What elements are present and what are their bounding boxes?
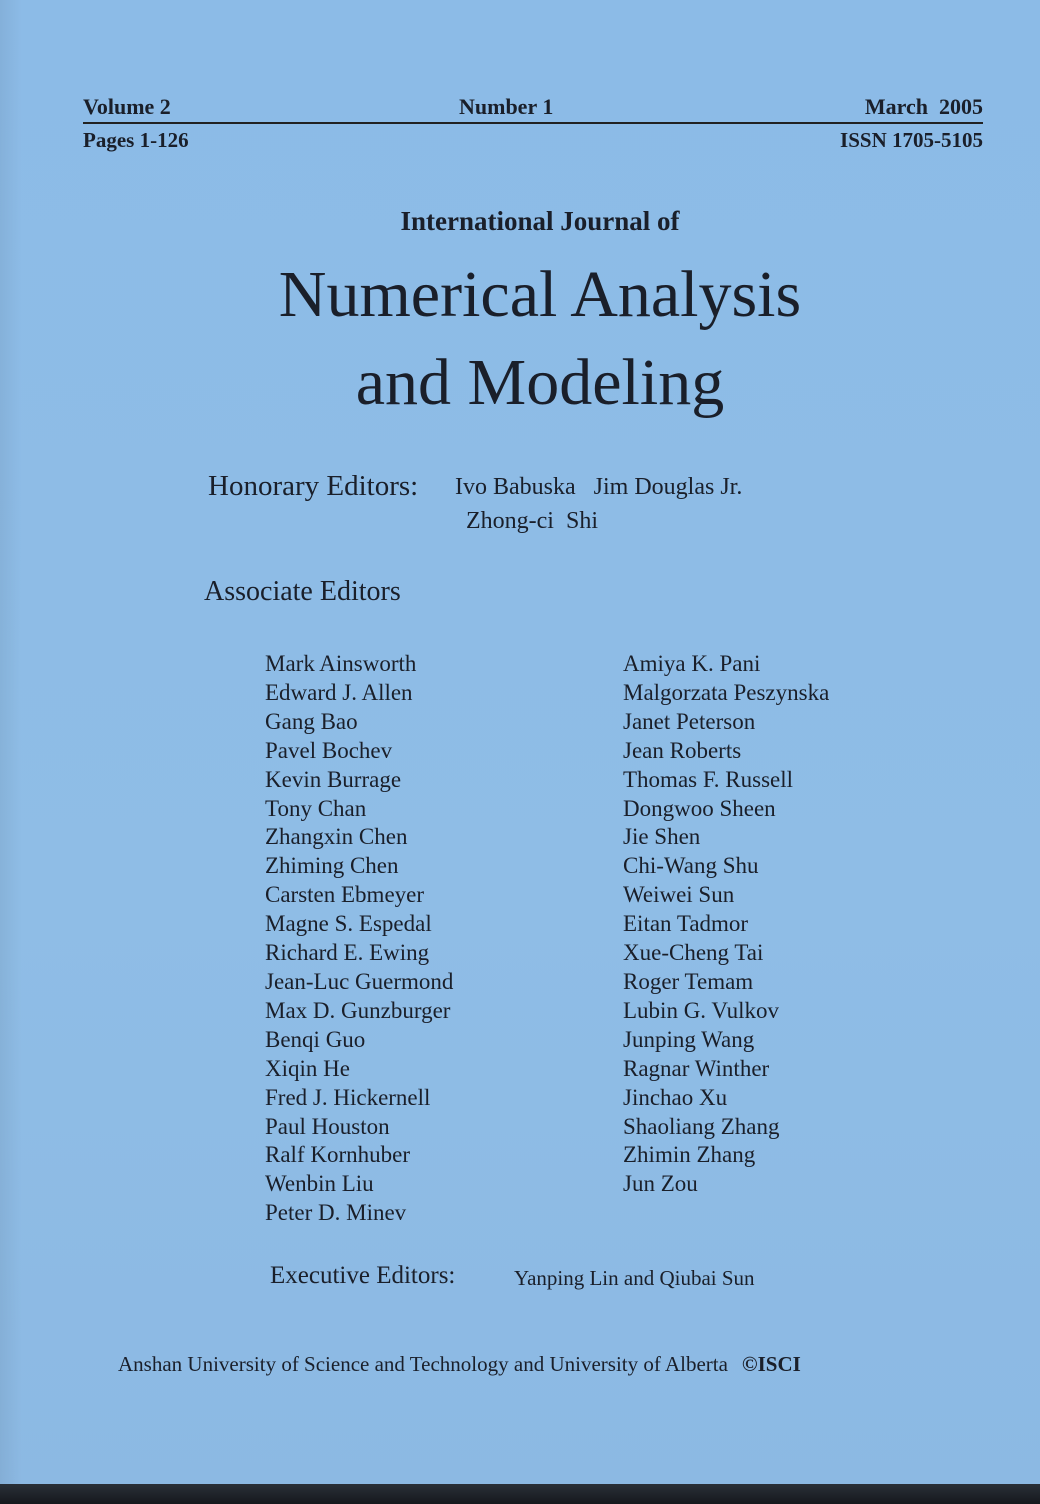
editor-name: Thomas F. Russell bbox=[623, 766, 794, 792]
volume-label: Volume 2 bbox=[83, 94, 171, 119]
editor-name: Chi-Wang Shu bbox=[623, 853, 759, 879]
editor-name: Janet Peterson bbox=[623, 708, 756, 734]
editor-name: Benqi Guo bbox=[265, 1026, 366, 1052]
editor-name: Zhangxin Chen bbox=[265, 824, 408, 850]
editor-name: Ragnar Winther bbox=[623, 1055, 770, 1081]
editor-name: Carsten Ebmeyer bbox=[265, 882, 425, 908]
cover-bottom-edge bbox=[0, 1484, 1040, 1504]
editor-name: Shaoliang Zhang bbox=[623, 1113, 780, 1139]
honorary-editors-names-1: Ivo Babuska Jim Douglas Jr. bbox=[455, 474, 743, 500]
copyright-mark: ©ISCI bbox=[741, 1352, 801, 1376]
associate-editors-right-column bbox=[623, 650, 829, 1199]
editor-name: Dongwoo Sheen bbox=[623, 795, 776, 821]
editor-name: Jinchao Xu bbox=[623, 1084, 728, 1110]
pages-label: Pages 1-126 bbox=[83, 128, 189, 152]
journal-prefix: International Journal of bbox=[400, 206, 680, 236]
honorary-editors-label: Honorary Editors: bbox=[208, 470, 419, 502]
publisher-text: Anshan University of Science and Technology and University of Alberta bbox=[118, 1352, 728, 1376]
publisher-line bbox=[118, 1352, 801, 1377]
editor-name: Xue-Cheng Tai bbox=[623, 940, 764, 966]
associate-editors-left-column bbox=[265, 650, 453, 1228]
editor-name: Pavel Bochev bbox=[265, 737, 393, 763]
editor-name: Wenbin Liu bbox=[265, 1171, 374, 1197]
editor-name: Paul Houston bbox=[265, 1113, 390, 1139]
issue-header bbox=[83, 92, 983, 124]
honorary-editors-names-2: Zhong-ci Shi bbox=[466, 508, 598, 534]
date-label: March 2005 bbox=[864, 94, 983, 119]
editor-name: Gang Bao bbox=[265, 708, 358, 734]
editor-name: Peter D. Minev bbox=[265, 1200, 407, 1226]
editor-name: Roger Temam bbox=[623, 968, 754, 994]
number-label: Number 1 bbox=[459, 94, 554, 119]
editor-name: Weiwei Sun bbox=[623, 882, 735, 908]
journal-title-line2: and Modeling bbox=[355, 346, 725, 419]
editor-name: Jie Shen bbox=[623, 824, 701, 850]
editor-name: Junping Wang bbox=[623, 1026, 755, 1052]
editor-name: Edward J. Allen bbox=[265, 679, 413, 705]
editor-name: Kevin Burrage bbox=[265, 766, 402, 792]
editor-name: Amiya K. Pani bbox=[623, 651, 761, 676]
editor-name: Tony Chan bbox=[265, 795, 367, 821]
editor-name: Lubin G. Vulkov bbox=[623, 997, 780, 1023]
editor-name: Mark Ainsworth bbox=[265, 651, 417, 676]
editor-name: Zhimin Zhang bbox=[623, 1142, 756, 1168]
editor-name: Richard E. Ewing bbox=[265, 940, 430, 966]
executive-editors-names: Yanping Lin and Qiubai Sun bbox=[514, 1266, 755, 1290]
executive-editors-label: Executive Editors: bbox=[270, 1262, 456, 1289]
editor-name: Xiqin He bbox=[265, 1055, 350, 1081]
editor-name: Zhiming Chen bbox=[265, 853, 399, 879]
editor-name: Max D. Gunzburger bbox=[265, 997, 451, 1023]
editor-name: Jun Zou bbox=[623, 1171, 698, 1197]
editor-name: Jean Roberts bbox=[623, 737, 742, 763]
editor-name: Magne S. Espedal bbox=[265, 911, 432, 937]
editor-name: Jean-Luc Guermond bbox=[265, 968, 454, 994]
issn-label: ISSN 1705-5105 bbox=[840, 128, 983, 152]
associate-editors-heading: Associate Editors bbox=[204, 576, 401, 607]
editor-name: Fred J. Hickernell bbox=[265, 1084, 431, 1110]
journal-title-line1: Numerical Analysis bbox=[278, 258, 802, 331]
editor-name: Ralf Kornhuber bbox=[265, 1142, 410, 1168]
editor-name: Eitan Tadmor bbox=[623, 911, 749, 937]
editor-name: Malgorzata Peszynska bbox=[623, 679, 830, 705]
